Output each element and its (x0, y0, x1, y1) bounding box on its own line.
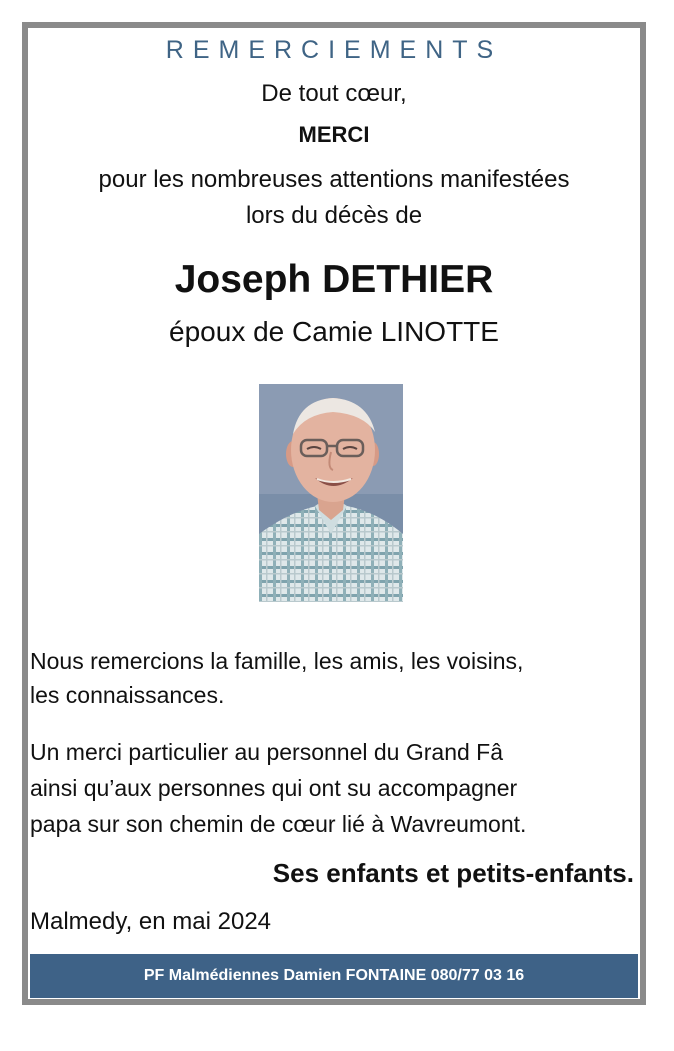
special-thanks-line-1: Un merci particulier au personnel du Grand Fâ (30, 739, 504, 765)
portrait-photo (259, 384, 403, 602)
signature: Ses enfants et petits-enfants. (272, 858, 634, 888)
special-thanks-paragraph (30, 734, 630, 842)
funeral-home-footer: PF Malmédiennes Damien FONTAINE 080/77 03 16 (30, 954, 638, 998)
family-thanks-paragraph (30, 644, 630, 712)
deceased-intro: lors du décès de (245, 202, 423, 229)
special-thanks-line-3: papa sur son chemin de cœur lié à Wavreumont. (30, 811, 527, 837)
thanks-word: MERCI (298, 122, 370, 147)
attentions-line: pour les nombreuses attentions manifestées (98, 166, 570, 193)
family-thanks-line-1: Nous remercions la famille, les amis, les voisins, (30, 648, 524, 674)
heading: REMERCIEMENTS (165, 36, 503, 64)
portrait-image (259, 384, 403, 602)
place-date: Malmedy, en mai 2024 (30, 908, 272, 935)
greeting-line: De tout cœur, (261, 80, 407, 107)
spouse-line: époux de Camie LINOTTE (169, 316, 499, 347)
family-thanks-line-2: les connaissances. (30, 682, 225, 708)
special-thanks-line-2: ainsi qu’aux personnes qui ont su accompagner (30, 775, 518, 801)
deceased-name: Joseph DETHIER (174, 258, 494, 301)
obituary-card (22, 22, 646, 1005)
